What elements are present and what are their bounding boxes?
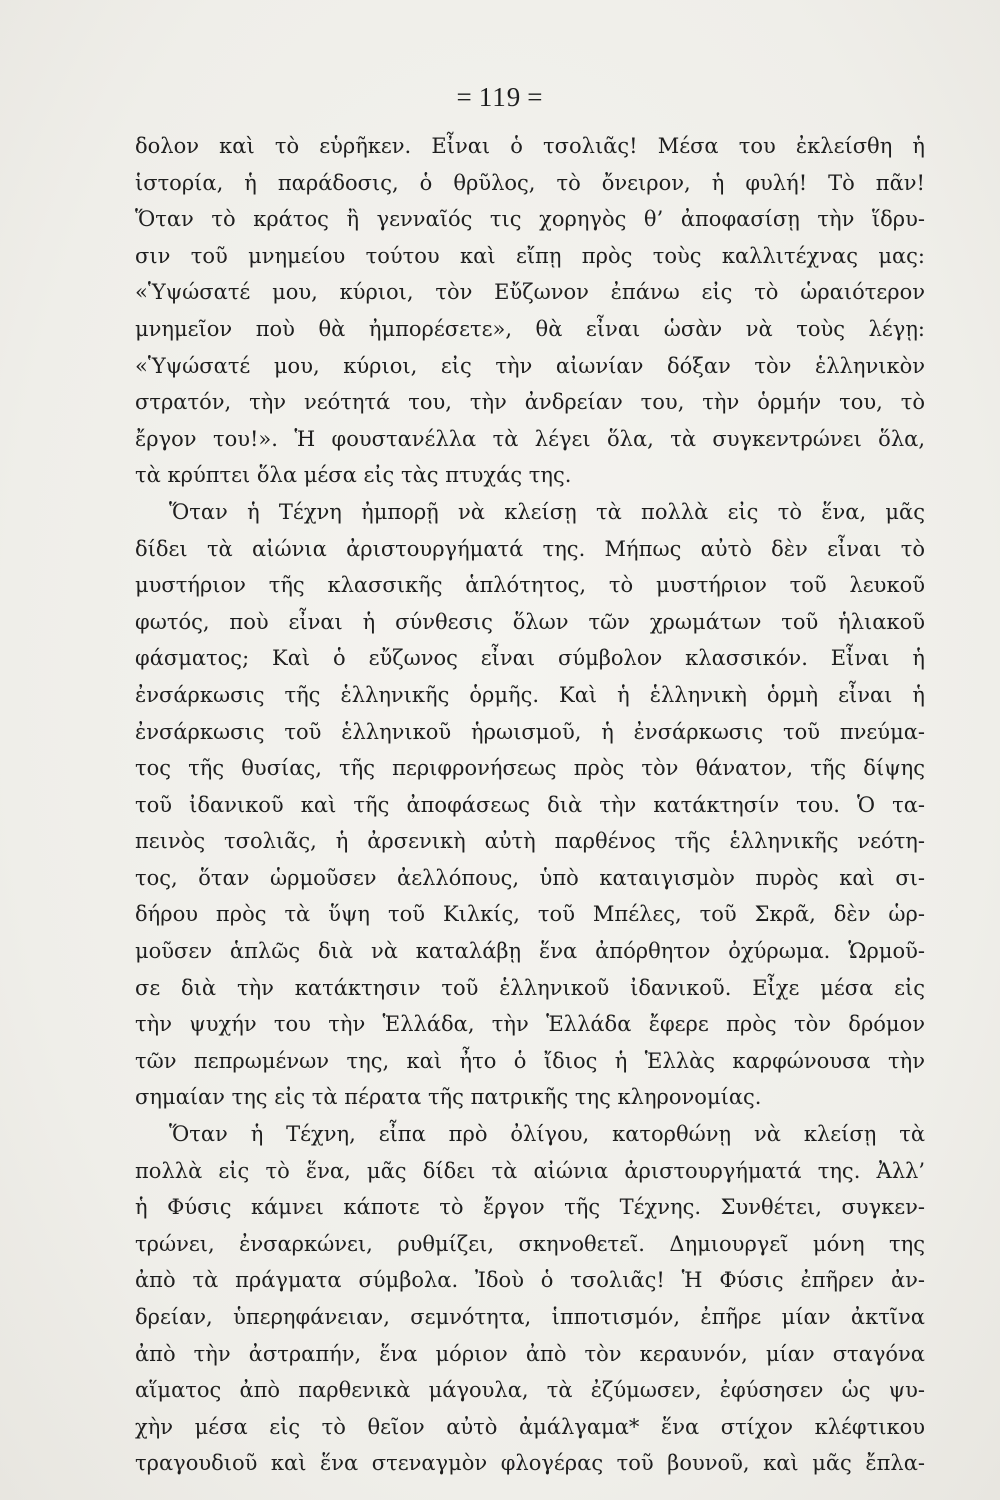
text-line: χὴν μέσα εἰς τὸ θεῖον αὐτὸ ἀμάλγαμα* ἕνα στίχον κλέφτικου: [135, 1414, 925, 1439]
text-line: ἀπὸ τὰ πράγματα σύμβολα. Ἰδοὺ ὁ τσολιᾶς! Ἡ Φύσις ἐπῆρεν ἀν-: [135, 1268, 925, 1293]
text-line: τος τῆς θυσίας, τῆς περιφρονήσεως πρὸς τὸν θάνατον, τῆς δίψης: [135, 756, 925, 781]
page-header: [0, 82, 1000, 113]
text-line: Ὅταν τὸ κράτος ἢ γενναῖός τις χορηγὸς θ’ ἀποφασίσῃ τὴν ἵδρυ-: [135, 207, 925, 232]
text-line: πεινὸς τσολιᾶς, ἡ ἀρσενικὴ αὐτὴ παρθένος τῆς ἑλληνικῆς νεότη-: [135, 829, 925, 854]
page-number: 119: [478, 82, 522, 112]
text-line: σιν τοῦ μνημείου τούτου καὶ εἴπῃ πρὸς τοὺς καλλιτέχνας μας:: [135, 243, 925, 268]
text-line: δήρου πρὸς τὰ ὕψη τοῦ Κιλκίς, τοῦ Μπέλες, τοῦ Σκρᾶ, δὲν ὡρ-: [135, 902, 925, 927]
text-line: τοῦ ἰδανικοῦ καὶ τῆς ἀποφάσεως διὰ τὴν κατάκτησίν του. Ὁ τα-: [135, 792, 925, 817]
text-line: ἡ Φύσις κάμνει κάποτε τὸ ἔργον τῆς Τέχνης. Συνθέτει, συγκεν-: [135, 1195, 925, 1220]
text-line: «Ὑψώσατέ μου, κύριοι, εἰς τὴν αἰωνίαν δόξαν τὸν ἑλληνικὸν: [135, 353, 925, 378]
text-line: τὰ κρύπτει ὅλα μέσα εἰς τὰς πτυχάς της.: [135, 463, 572, 488]
text-line: ἐνσάρκωσις τῆς ἑλληνικῆς ὁρμῆς. Καὶ ἡ ἑλληνικὴ ὁρμὴ εἶναι ἡ: [135, 682, 925, 707]
text-line: Ὅταν ἡ Τέχνη ἠμπορῇ νὰ κλείσῃ τὰ πολλὰ εἰς τὸ ἕνα, μᾶς: [169, 499, 925, 524]
text-line: δίδει τὰ αἰώνια ἀριστουργήματά της. Μήπως αὐτὸ δὲν εἶναι τὸ: [135, 536, 925, 561]
text-line: στρατόν, τὴν νεότητά του, τὴν ἀνδρείαν του, τὴν ὁρμήν του, τὸ: [135, 390, 925, 415]
header-mark-right: =: [527, 82, 544, 112]
text-line: τρώνει, ἐνσαρκώνει, ρυθμίζει, σκηνοθετεῖ. Δημιουργεῖ μόνη της: [135, 1231, 925, 1256]
text-line: «Ὑψώσατέ μου, κύριοι, τὸν Εὔζωνον ἐπάνω εἰς τὸ ὡραιότερον: [135, 280, 925, 305]
header-mark-left: =: [456, 82, 473, 112]
text-line: σημαίαν της εἰς τὰ πέρατα τῆς πατρικῆς της κληρονομίας.: [135, 1085, 762, 1110]
text-line: μνημεῖον ποὺ θὰ ἠμπορέσετε», θὰ εἶναι ὡσὰν νὰ τοὺς λέγῃ:: [135, 316, 925, 341]
text-line: τος, ὅταν ὡρμοῦσεν ἀελλόπους, ὑπὸ καταιγισμὸν πυρὸς καὶ σι-: [135, 865, 925, 890]
text-line: φωτός, ποὺ εἶναι ἡ σύνθεσις ὅλων τῶν χρωμάτων τοῦ ἡλιακοῦ: [135, 609, 925, 634]
text-line: τὴν ψυχήν του τὴν Ἑλλάδα, τὴν Ἑλλάδα ἔφερε πρὸς τὸν δρόμον: [135, 1012, 925, 1037]
text-line: αἵματος ἀπὸ παρθενικὰ μάγουλα, τὰ ἐζύμωσεν, ἐφύσησεν ὡς ψυ-: [135, 1378, 925, 1403]
text-line: μοῦσεν ἁπλῶς διὰ νὰ καταλάβῃ ἕνα ἀπόρθητον ὀχύρωμα. Ὡρμοῦ-: [135, 939, 925, 964]
text-line: ἔργον του!». Ἡ φουστανέλλα τὰ λέγει ὅλα, τὰ συγκεντρώνει ὅλα,: [135, 426, 925, 451]
body-text: [135, 128, 925, 1482]
text-line: ἐνσάρκωσις τοῦ ἑλληνικοῦ ἡρωισμοῦ, ἡ ἐνσάρκωσις τοῦ πνεύμα-: [135, 719, 925, 744]
text-line: ἱστορία, ἡ παράδοσις, ὁ θρῦλος, τὸ ὄνειρον, ἡ φυλή! Τὸ πᾶν!: [135, 170, 925, 195]
text-line: μυστήριον τῆς κλασσικῆς ἁπλότητος, τὸ μυστήριον τοῦ λευκοῦ: [135, 573, 925, 598]
text-line: τῶν πεπρωμένων της, καὶ ἦτο ὁ ἴδιος ἡ Ἑλλὰς καρφώνουσα τὴν: [135, 1048, 925, 1073]
text-line: πολλὰ εἰς τὸ ἕνα, μᾶς δίδει τὰ αἰώνια ἀριστουργήματά της. Ἀλλ’: [135, 1158, 925, 1183]
text-line: ἀπὸ τὴν ἀστραπήν, ἕνα μόριον ἀπὸ τὸν κεραυνόν, μίαν σταγόνα: [135, 1341, 925, 1366]
text-line: τραγουδιοῦ καὶ ἕνα στεναγμὸν φλογέρας τοῦ βουνοῦ, καὶ μᾶς ἔπλα-: [135, 1451, 925, 1476]
text-line: φάσματος; Καὶ ὁ εὔζωνος εἶναι σύμβολον κλασσικόν. Εἶναι ἡ: [135, 646, 925, 671]
text-line: Ὅταν ἡ Τέχνη, εἶπα πρὸ ὀλίγου, κατορθώνῃ νὰ κλείσῃ τὰ: [169, 1122, 925, 1147]
text-line: δρείαν, ὑπερηφάνειαν, σεμνότητα, ἱπποτισμόν, ἐπῆρε μίαν ἀκτῖνα: [135, 1305, 925, 1329]
text-line: σε διὰ τὴν κατάκτησιν τοῦ ἑλληνικοῦ ἰδανικοῦ. Εἶχε μέσα εἰς: [135, 975, 925, 1000]
text-line: δολον καὶ τὸ εὑρῆκεν. Εἶναι ὁ τσολιᾶς! Μέσα του ἐκλείσθη ἡ: [135, 134, 925, 158]
